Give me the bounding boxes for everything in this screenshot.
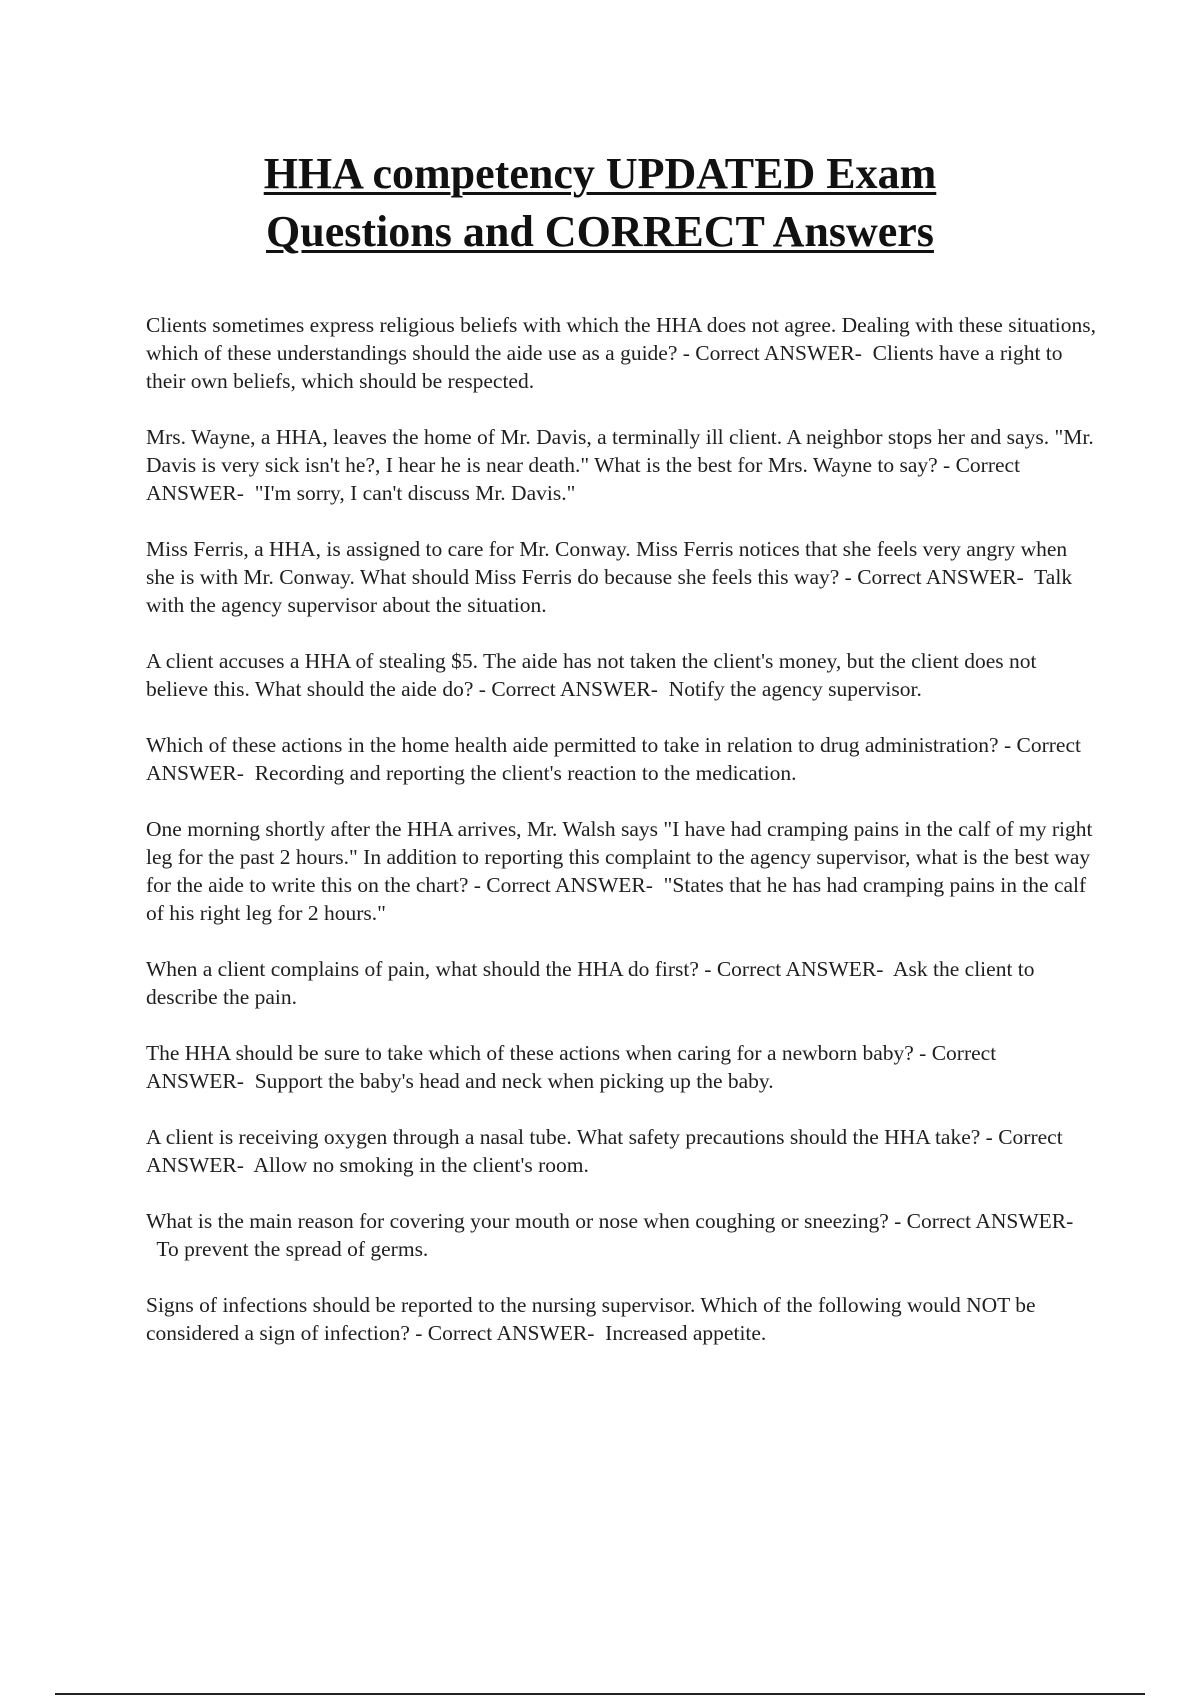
- qa-item: [146, 955, 1096, 1011]
- question-text: Clients sometimes express religious beliefs with which the HHA does not agree. Dealing with these situations, which of these understandings should the aide use as a guide?: [146, 313, 1097, 365]
- answer-text: Allow no smoking in the client's room.: [253, 1153, 589, 1177]
- answer-marker: - Correct ANSWER-: [844, 565, 1024, 589]
- question-text: One morning shortly after the HHA arrives, Mr. Walsh says "I have had cramping pains in the calf of my right leg for the past 2 hours." In addition to reporting this complaint to the agency supervisor, what is the best way for the aide to write this on the chart?: [146, 817, 1093, 897]
- answer-text: Ask the client to describe the pain.: [146, 957, 1035, 1009]
- question-text: What is the main reason for covering your mouth or nose when coughing or sneezing?: [146, 1209, 889, 1233]
- qa-item: [146, 1039, 1096, 1095]
- answer-marker: - Correct ANSWER-: [146, 453, 1021, 505]
- answer-marker: - Correct ANSWER-: [682, 341, 862, 365]
- qa-item: [146, 1291, 1096, 1347]
- title-line-1: HHA competency UPDATED Exam: [263, 149, 937, 198]
- question-text: Miss Ferris, a HHA, is assigned to care for Mr. Conway. Miss Ferris notices that she feels very angry when she is with Mr. Conway. What should Miss Ferris do because she feels this way?: [146, 537, 1068, 589]
- page-bottom-rule: [55, 1693, 1145, 1695]
- answer-text: To prevent the spread of germs.: [156, 1237, 429, 1261]
- question-text: Mrs. Wayne, a HHA, leaves the home of Mr. Davis, a terminally ill client. A neighbor stops her and says. "Mr. Davis is very sick isn't he?, I hear he is near death." What is the best for Mrs. Wayne to say?: [146, 425, 1094, 477]
- answer-text: Support the baby's head and neck when picking up the baby.: [254, 1069, 774, 1093]
- answer-marker: - Correct ANSWER-: [473, 873, 653, 897]
- document-title: [200, 145, 1000, 261]
- question-text: A client is receiving oxygen through a nasal tube. What safety precautions should the HHA take?: [146, 1125, 981, 1149]
- question-text: Which of these actions in the home health aide permitted to take in relation to drug administration?: [146, 733, 999, 757]
- qa-item: [146, 1123, 1096, 1179]
- answer-marker: - Correct ANSWER-: [894, 1209, 1074, 1233]
- qa-item: [146, 535, 1096, 619]
- answer-text: Notify the agency supervisor.: [668, 677, 922, 701]
- answer-marker: - Correct ANSWER-: [704, 957, 884, 981]
- qa-list: [146, 311, 1096, 1375]
- title-line-2: Questions and CORRECT Answers: [266, 207, 934, 256]
- answer-text: "States that he has had cramping pains in the calf of his right leg for 2 hours.": [146, 873, 1087, 925]
- answer-marker: - Correct ANSWER-: [146, 733, 1081, 785]
- qa-item: [146, 423, 1096, 507]
- qa-item: [146, 815, 1096, 927]
- question-text: Signs of infections should be reported to the nursing supervisor. Which of the following would NOT be considered a sign of infection?: [146, 1293, 1036, 1345]
- answer-text: Recording and reporting the client's reaction to the medication.: [254, 761, 797, 785]
- answer-marker: - Correct ANSWER-: [146, 1125, 1063, 1177]
- answer-marker: - Correct ANSWER-: [478, 677, 658, 701]
- qa-item: [146, 1207, 1096, 1263]
- answer-text: Increased appetite.: [605, 1321, 767, 1345]
- answer-text: Clients have a right to their own beliefs, which should be respected.: [146, 341, 1063, 393]
- answer-text: Talk with the agency supervisor about the situation.: [146, 565, 1073, 617]
- qa-item: [146, 647, 1096, 703]
- answer-marker: - Correct ANSWER-: [146, 1041, 997, 1093]
- question-text: A client accuses a HHA of stealing $5. The aide has not taken the client's money, but the client does not believe this. What should the aide do?: [146, 649, 1037, 701]
- question-text: When a client complains of pain, what should the HHA do first?: [146, 957, 699, 981]
- answer-text: "I'm sorry, I can't discuss Mr. Davis.": [254, 481, 576, 505]
- answer-marker: - Correct ANSWER-: [415, 1321, 595, 1345]
- qa-item: [146, 731, 1096, 787]
- qa-item: [146, 311, 1096, 395]
- question-text: The HHA should be sure to take which of these actions when caring for a newborn baby?: [146, 1041, 914, 1065]
